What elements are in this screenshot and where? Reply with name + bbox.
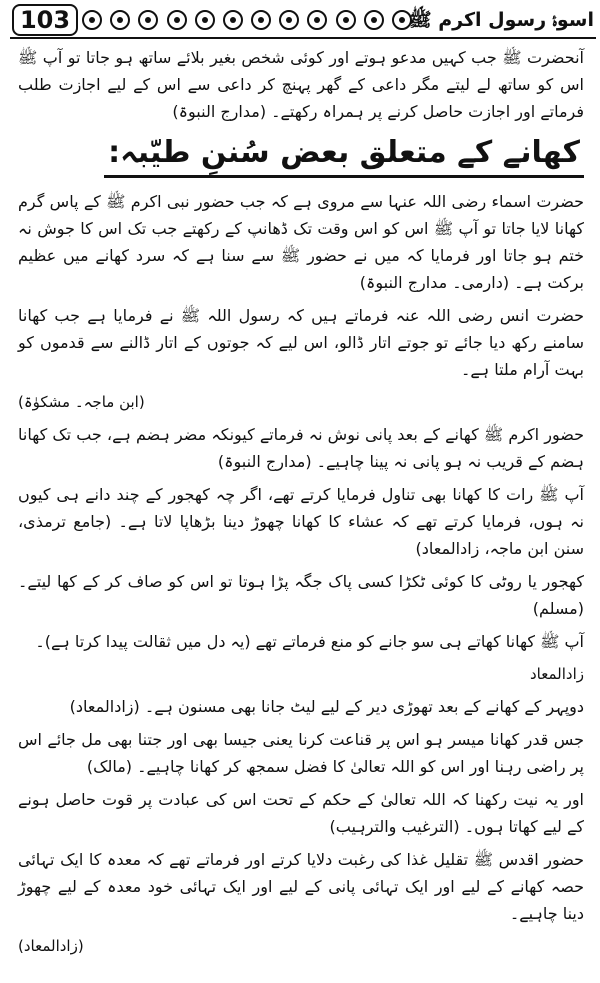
header-ornament-band — [82, 8, 412, 32]
header-divider — [10, 37, 596, 39]
ornament-circle-icon — [138, 10, 158, 30]
page-header — [10, 4, 596, 38]
paragraph: حضرت اسماء رضی اللہ عنہا سے مروی ہے کہ جب حضور نبی اکرم ﷺ کے پاس گرم کھانا لایا جاتا تو آپ ﷺ اس کو اس وقت تک ڈھانپ کے رکھتے جب تک اس کا جوش نہ ختم ہو جاتا اور فرمایا کہ میں نے حضور ﷺ سے سنا ہے کہ سرد کھانے میں عظیم برکت ہے۔ (دارمی۔ مدارج النبوۃ) — [18, 192, 584, 292]
paragraph: آنحضرت ﷺ جب کہیں مدعو ہوتے اور کوئی شخص بغیر بلائے ساتھ ہو جاتا تو آپ ﷺ اس کو ساتھ لے لیتے مگر داعی کے گھر پہنچ کر داعی سے اس کے لیے اجازت طلب فرماتے اور اجازت حاصل کرنے پر ہمراہ رکھتے۔ (مدارج النبوۃ) — [18, 48, 584, 121]
ornament-circle-icon — [279, 10, 299, 30]
ornament-circle-icon — [251, 10, 271, 30]
paragraph: جس قدر کھانا میسر ہو اس پر قناعت کرنا یعنی جیسا بھی اور جتنا بھی مل جائے اس پر راضی رہنا اور اس کو اللہ تعالیٰ کا فضل سمجھ کر کھانا چاہیے۔ (مالک) — [18, 730, 584, 776]
paragraph: کھجور یا روٹی کا کوئی ٹکڑا کسی پاک جگہ پڑا ہوتا تو اس کو صاف کر کے کھا لیتے۔ (مسلم) — [18, 572, 584, 618]
ornament-circle-icon — [336, 10, 356, 30]
citation: (زادالمعاد) — [18, 937, 84, 955]
paragraph: حضور اقدس ﷺ تقلیل غذا کی رغبت دلایا کرتے اور فرماتے تھے کہ معدہ کا ایک تہائی حصہ کھانے کے لیے اور ایک تہائی پانی کے لیے اور ایک تہائی خود معدہ کے لیے چھوڑ دینا چاہیے۔ — [18, 850, 584, 923]
ornament-circle-icon — [195, 10, 215, 30]
page-number: 103 — [12, 4, 78, 36]
paragraph: دوپہر کے کھانے کے بعد تھوڑی دیر کے لیے لیٹ جانا بھی مسنون ہے۔ (زادالمعاد) — [69, 697, 584, 716]
ornament-circle-icon — [364, 10, 384, 30]
section-heading-wrap — [18, 133, 584, 178]
paragraph: آپ ﷺ رات کا کھانا بھی تناول فرمایا کرتے تھے، اگر چہ کھجور کے چند دانے ہی کیوں نہ ہوں، فرمایا کرتے تھے کہ عشاء کا کھانا چھوڑ دینا بڑھاپا لاتا ہے۔ (جامع ترمذی، سنن ابن ماجہ، زادالمعاد) — [18, 485, 584, 558]
paragraph: آپ ﷺ کھانا کھاتے ہی سو جانے کو منع فرماتے تھے (یہ دل میں ثقالت پیدا کرتا ہے)۔ — [35, 632, 584, 651]
ornament-circle-icon — [167, 10, 187, 30]
citation: زادالمعاد — [530, 665, 584, 683]
ornament-circle-icon — [223, 10, 243, 30]
paragraph: اور یہ نیت رکھنا کہ اللہ تعالیٰ کے حکم کے تحت اس کی عبادت پر قوت حاصل ہونے کے لیے کھاتا ہوں۔ (الترغیب والترہیب) — [18, 790, 584, 836]
section-heading: کھانے کے متعلق بعض سُننِ طیّبہ: — [104, 133, 584, 178]
ornament-circle-icon — [82, 10, 102, 30]
citation: (ابن ماجہ۔ مشکوٰۃ) — [18, 393, 145, 411]
ornament-circle-icon — [110, 10, 130, 30]
running-title: اسوۂ رسول اکرم ﷺ — [408, 9, 594, 31]
page-body — [18, 44, 584, 965]
ornament-circle-icon — [307, 10, 327, 30]
paragraph: حضرت انس رضی اللہ عنہ فرماتے ہیں کہ رسول اللہ ﷺ نے فرمایا ہے جب کھانا سامنے رکھ دیا جائے تو جوتے اتار ڈالو، اس لیے کہ جوتوں کے اتار ڈالنے سے قدموں کو بہت آرام ملتا ہے۔ — [18, 306, 584, 379]
paragraph: حضور اکرم ﷺ کھانے کے بعد پانی نوش نہ فرماتے کیونکہ مضر ہضم ہے، جب تک کھانا ہضم کے قریب نہ ہو پانی نہ پینا چاہیے۔ (مدارج النبوۃ) — [18, 425, 584, 471]
